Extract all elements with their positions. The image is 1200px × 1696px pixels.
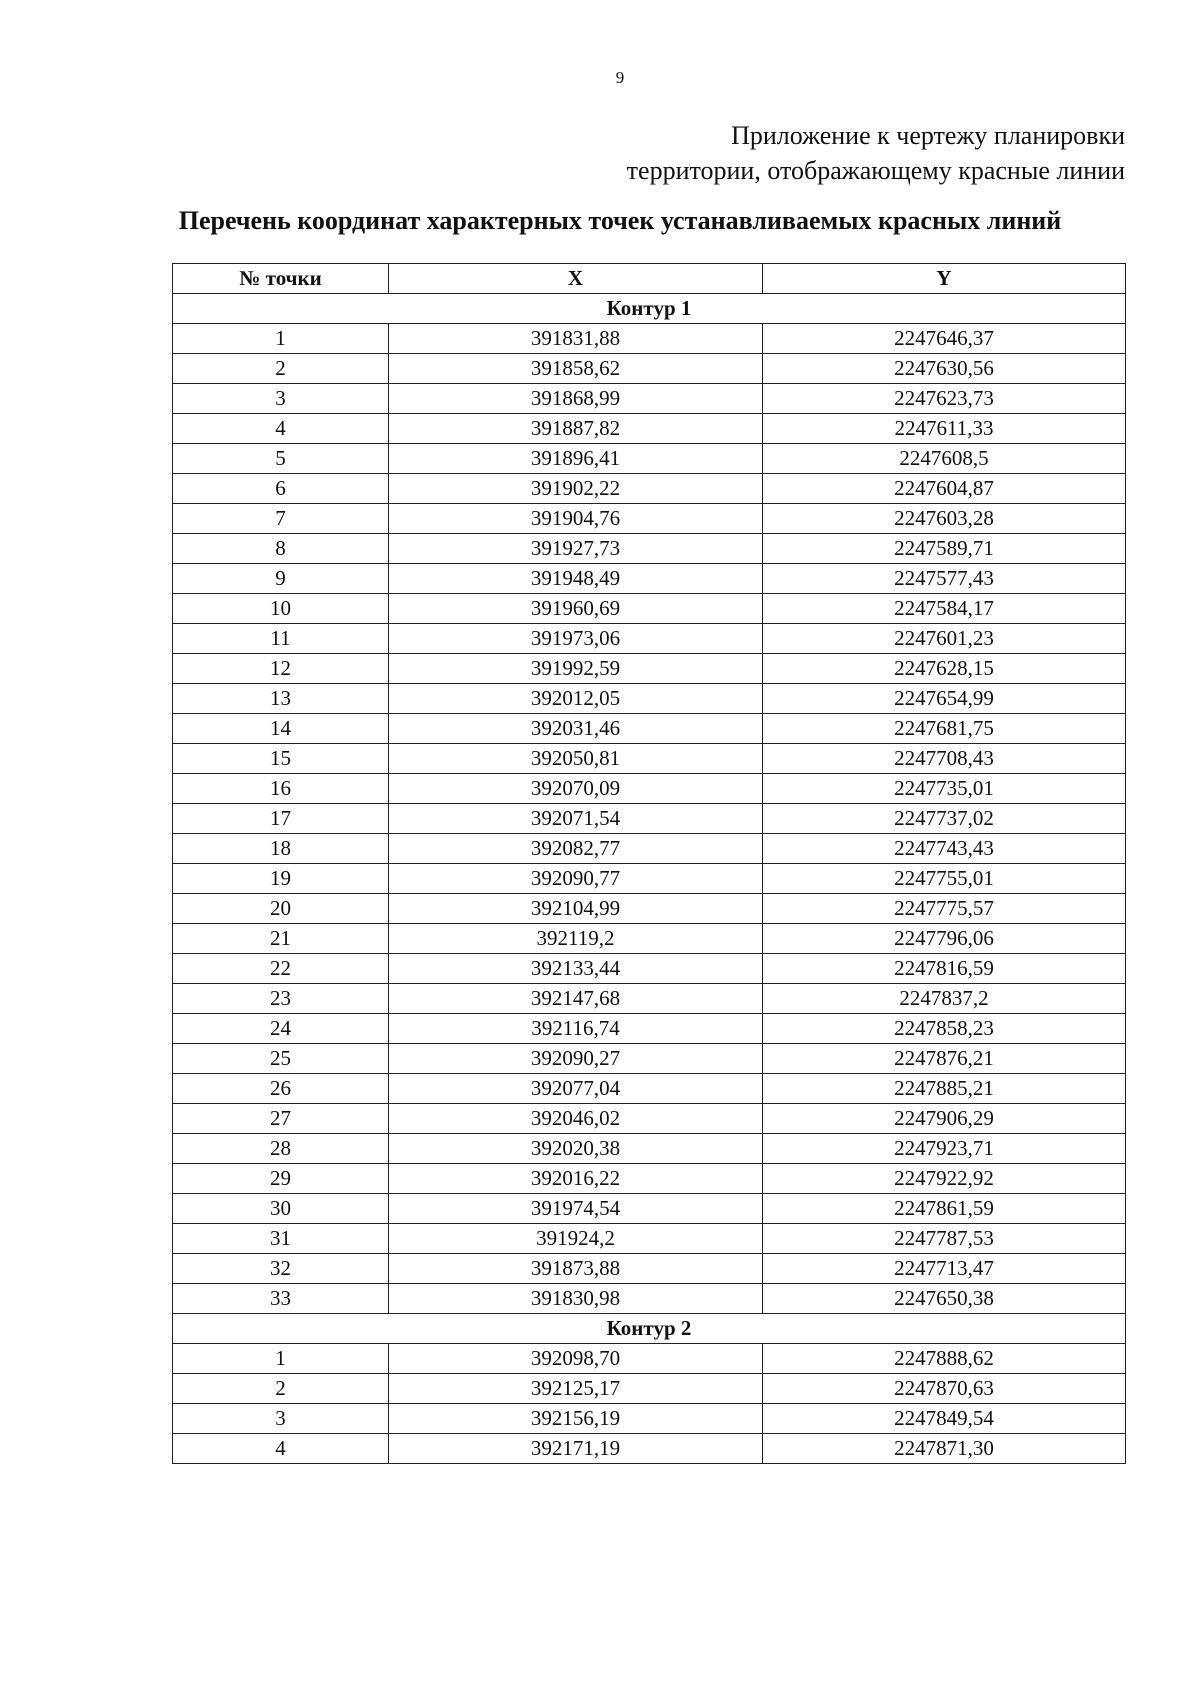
point-number-cell: 22 (173, 954, 389, 984)
x-coordinate-cell: 392070,09 (389, 774, 763, 804)
section-title: Контур 1 (173, 294, 1126, 324)
y-coordinate-cell: 2247870,63 (763, 1374, 1126, 1404)
y-coordinate-cell: 2247681,75 (763, 714, 1126, 744)
section-row (173, 294, 1126, 324)
y-coordinate-cell: 2247775,57 (763, 894, 1126, 924)
y-coordinate-cell: 2247755,01 (763, 864, 1126, 894)
point-number-cell: 25 (173, 1044, 389, 1074)
y-coordinate-cell: 2247888,62 (763, 1344, 1126, 1374)
point-number-cell: 10 (173, 594, 389, 624)
point-number-cell: 4 (173, 414, 389, 444)
table-row (173, 1254, 1126, 1284)
y-coordinate-cell: 2247713,47 (763, 1254, 1126, 1284)
table-row (173, 834, 1126, 864)
y-coordinate-cell: 2247796,06 (763, 924, 1126, 954)
x-coordinate-cell: 392012,05 (389, 684, 763, 714)
x-coordinate-cell: 392031,46 (389, 714, 763, 744)
table-row (173, 414, 1126, 444)
point-number-cell: 26 (173, 1074, 389, 1104)
y-coordinate-cell: 2247787,53 (763, 1224, 1126, 1254)
header-point-number: № точки (173, 264, 389, 294)
x-coordinate-cell: 391887,82 (389, 414, 763, 444)
section-row (173, 1314, 1126, 1344)
x-coordinate-cell: 391948,49 (389, 564, 763, 594)
point-number-cell: 3 (173, 384, 389, 414)
y-coordinate-cell: 2247737,02 (763, 804, 1126, 834)
table-row (173, 1014, 1126, 1044)
point-number-cell: 18 (173, 834, 389, 864)
x-coordinate-cell: 392171,19 (389, 1434, 763, 1464)
point-number-cell: 28 (173, 1134, 389, 1164)
point-number-cell: 21 (173, 924, 389, 954)
x-coordinate-cell: 392077,04 (389, 1074, 763, 1104)
table-row (173, 564, 1126, 594)
x-coordinate-cell: 392090,27 (389, 1044, 763, 1074)
section-title: Контур 2 (173, 1314, 1126, 1344)
point-number-cell: 13 (173, 684, 389, 714)
y-coordinate-cell: 2247577,43 (763, 564, 1126, 594)
y-coordinate-cell: 2247608,5 (763, 444, 1126, 474)
y-coordinate-cell: 2247849,54 (763, 1404, 1126, 1434)
y-coordinate-cell: 2247876,21 (763, 1044, 1126, 1074)
x-coordinate-cell: 392082,77 (389, 834, 763, 864)
x-coordinate-cell: 391960,69 (389, 594, 763, 624)
y-coordinate-cell: 2247885,21 (763, 1074, 1126, 1104)
point-number-cell: 6 (173, 474, 389, 504)
table-row (173, 804, 1126, 834)
y-coordinate-cell: 2247837,2 (763, 984, 1126, 1014)
table-row (173, 534, 1126, 564)
x-coordinate-cell: 391924,2 (389, 1224, 763, 1254)
point-number-cell: 16 (173, 774, 389, 804)
table-row (173, 354, 1126, 384)
table-row (173, 474, 1126, 504)
appendix-line-2: территории, отображающему красные линии (626, 156, 1125, 185)
y-coordinate-cell: 2247923,71 (763, 1134, 1126, 1164)
x-coordinate-cell: 392147,68 (389, 984, 763, 1014)
y-coordinate-cell: 2247630,56 (763, 354, 1126, 384)
point-number-cell: 11 (173, 624, 389, 654)
point-number-cell: 23 (173, 984, 389, 1014)
x-coordinate-cell: 391831,88 (389, 324, 763, 354)
point-number-cell: 20 (173, 894, 389, 924)
point-number-cell: 5 (173, 444, 389, 474)
document-title: Перечень координат характерных точек устанавливаемых красных линий (178, 206, 1062, 235)
point-number-cell: 7 (173, 504, 389, 534)
table-row (173, 714, 1126, 744)
x-coordinate-cell: 392016,22 (389, 1164, 763, 1194)
point-number-cell: 4 (173, 1434, 389, 1464)
x-coordinate-cell: 392156,19 (389, 1404, 763, 1434)
table-row (173, 384, 1126, 414)
y-coordinate-cell: 2247816,59 (763, 954, 1126, 984)
y-coordinate-cell: 2247871,30 (763, 1434, 1126, 1464)
point-number-cell: 19 (173, 864, 389, 894)
x-coordinate-cell: 392119,2 (389, 924, 763, 954)
y-coordinate-cell: 2247861,59 (763, 1194, 1126, 1224)
header-y: Y (763, 264, 1126, 294)
table-row (173, 744, 1126, 774)
x-coordinate-cell: 391927,73 (389, 534, 763, 564)
table-row (173, 774, 1126, 804)
table-row (173, 654, 1126, 684)
x-coordinate-cell: 391858,62 (389, 354, 763, 384)
point-number-cell: 2 (173, 1374, 389, 1404)
x-coordinate-cell: 391974,54 (389, 1194, 763, 1224)
y-coordinate-cell: 2247858,23 (763, 1014, 1126, 1044)
x-coordinate-cell: 392098,70 (389, 1344, 763, 1374)
point-number-cell: 17 (173, 804, 389, 834)
table-row (173, 1044, 1126, 1074)
table-row (173, 1404, 1126, 1434)
x-coordinate-cell: 392071,54 (389, 804, 763, 834)
x-coordinate-cell: 391992,59 (389, 654, 763, 684)
x-coordinate-cell: 392104,99 (389, 894, 763, 924)
point-number-cell: 8 (173, 534, 389, 564)
point-number-cell: 3 (173, 1404, 389, 1434)
point-number-cell: 31 (173, 1224, 389, 1254)
table-row (173, 594, 1126, 624)
table-row (173, 1194, 1126, 1224)
y-coordinate-cell: 2247906,29 (763, 1104, 1126, 1134)
point-number-cell: 12 (173, 654, 389, 684)
x-coordinate-cell: 391896,41 (389, 444, 763, 474)
point-number-cell: 24 (173, 1014, 389, 1044)
table-header-row (173, 264, 1126, 294)
table-row (173, 984, 1126, 1014)
y-coordinate-cell: 2247623,73 (763, 384, 1126, 414)
table-row (173, 1284, 1126, 1314)
point-number-cell: 9 (173, 564, 389, 594)
x-coordinate-cell: 391873,88 (389, 1254, 763, 1284)
table-row (173, 924, 1126, 954)
y-coordinate-cell: 2247603,28 (763, 504, 1126, 534)
y-coordinate-cell: 2247601,23 (763, 624, 1126, 654)
table-row (173, 504, 1126, 534)
y-coordinate-cell: 2247650,38 (763, 1284, 1126, 1314)
y-coordinate-cell: 2247628,15 (763, 654, 1126, 684)
x-coordinate-cell: 392116,74 (389, 1014, 763, 1044)
x-coordinate-cell: 391904,76 (389, 504, 763, 534)
x-coordinate-cell: 392050,81 (389, 744, 763, 774)
page-number: 9 (615, 68, 625, 87)
table-row (173, 864, 1126, 894)
coordinates-table (172, 263, 1126, 1464)
y-coordinate-cell: 2247604,87 (763, 474, 1126, 504)
table-row (173, 954, 1126, 984)
point-number-cell: 33 (173, 1284, 389, 1314)
y-coordinate-cell: 2247708,43 (763, 744, 1126, 774)
table-row (173, 894, 1126, 924)
table-row (173, 1344, 1126, 1374)
appendix-note (627, 118, 1125, 188)
point-number-cell: 1 (173, 324, 389, 354)
table-row (173, 1074, 1126, 1104)
x-coordinate-cell: 392046,02 (389, 1104, 763, 1134)
table-row (173, 1224, 1126, 1254)
y-coordinate-cell: 2247584,17 (763, 594, 1126, 624)
table-row (173, 1374, 1126, 1404)
x-coordinate-cell: 392133,44 (389, 954, 763, 984)
point-number-cell: 27 (173, 1104, 389, 1134)
table-row (173, 444, 1126, 474)
table-row (173, 1104, 1126, 1134)
y-coordinate-cell: 2247743,43 (763, 834, 1126, 864)
table-row (173, 624, 1126, 654)
y-coordinate-cell: 2247922,92 (763, 1164, 1126, 1194)
table-row (173, 1134, 1126, 1164)
y-coordinate-cell: 2247646,37 (763, 324, 1126, 354)
point-number-cell: 15 (173, 744, 389, 774)
point-number-cell: 32 (173, 1254, 389, 1284)
x-coordinate-cell: 391973,06 (389, 624, 763, 654)
y-coordinate-cell: 2247589,71 (763, 534, 1126, 564)
x-coordinate-cell: 392020,38 (389, 1134, 763, 1164)
appendix-line-1: Приложение к чертежу планировки (731, 121, 1125, 150)
x-coordinate-cell: 391830,98 (389, 1284, 763, 1314)
y-coordinate-cell: 2247611,33 (763, 414, 1126, 444)
x-coordinate-cell: 391902,22 (389, 474, 763, 504)
point-number-cell: 2 (173, 354, 389, 384)
x-coordinate-cell: 392090,77 (389, 864, 763, 894)
point-number-cell: 29 (173, 1164, 389, 1194)
point-number-cell: 1 (173, 1344, 389, 1374)
x-coordinate-cell: 391868,99 (389, 384, 763, 414)
y-coordinate-cell: 2247735,01 (763, 774, 1126, 804)
table-row (173, 324, 1126, 354)
table-row (173, 1434, 1126, 1464)
table-body (173, 294, 1126, 1464)
table-row (173, 684, 1126, 714)
point-number-cell: 30 (173, 1194, 389, 1224)
table-row (173, 1164, 1126, 1194)
point-number-cell: 14 (173, 714, 389, 744)
header-x: X (389, 264, 763, 294)
x-coordinate-cell: 392125,17 (389, 1374, 763, 1404)
y-coordinate-cell: 2247654,99 (763, 684, 1126, 714)
